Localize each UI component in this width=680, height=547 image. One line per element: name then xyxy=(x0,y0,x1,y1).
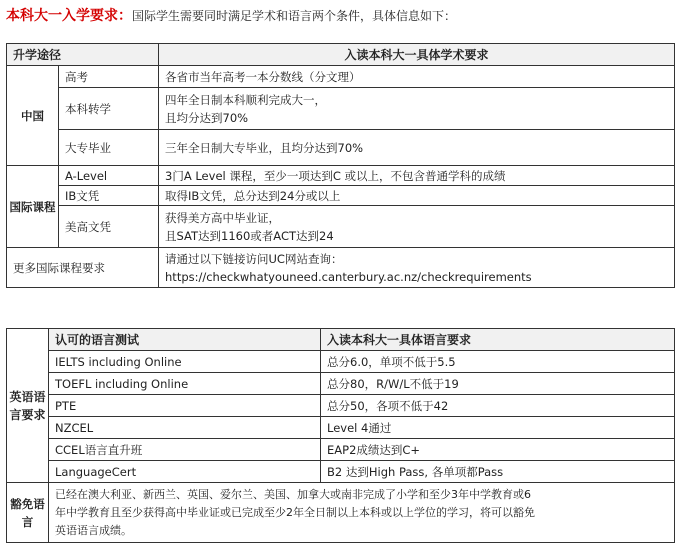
header-path: 升学途径 xyxy=(7,44,159,66)
table-row xyxy=(7,461,675,483)
req-cell xyxy=(159,206,675,248)
path-cell: IB文凭 xyxy=(59,186,159,206)
exempt-text xyxy=(49,483,675,543)
test-cell: CCEL语言直升班 xyxy=(49,439,321,461)
table-row xyxy=(7,248,675,288)
req-cell: 3门A Level 课程，至少一项达到C 或以上，不包含普通学科的成绩 xyxy=(159,166,675,186)
table-row xyxy=(7,66,675,88)
test-cell: TOEFL including Online xyxy=(49,373,321,395)
test-cell: PTE xyxy=(49,395,321,417)
exempt-label: 豁免语言 xyxy=(7,483,49,543)
table-header-row xyxy=(7,329,675,351)
exempt-line: 已经在澳大利亚、新西兰、英国、爱尔兰、美国、加拿大或南非完成了小学和至少3年中学教育或6 xyxy=(55,487,531,501)
req-cell: 三年全日制大专毕业，且均分达到70% xyxy=(159,130,675,166)
intro-text: 国际学生需要同时满足学术和语言两个条件，具体信息如下： xyxy=(132,9,457,23)
table-row xyxy=(7,439,675,461)
req-cell: 各省市当年高考一本分数线（分文理） xyxy=(159,66,675,88)
table-header-row xyxy=(7,44,675,66)
path-cell: 高考 xyxy=(59,66,159,88)
intro-line xyxy=(6,6,456,26)
req-cell: 取得IB文凭，总分达到24分或以上 xyxy=(159,186,675,206)
table-row xyxy=(7,395,675,417)
group-label-english: 英语语言要求 xyxy=(7,329,49,483)
uc-link[interactable]: https://checkwhatyouneed.canterbury.ac.nz/checkrequirements xyxy=(165,269,532,284)
group-label-international: 国际课程 xyxy=(7,166,59,248)
req-cell: 总分6.0，单项不低于5.5 xyxy=(321,351,675,373)
header-test: 认可的语言测试 xyxy=(49,329,321,351)
table-row xyxy=(7,417,675,439)
header-academic-req: 入读本科大一具体学术要求 xyxy=(159,44,675,66)
path-cell: A-Level xyxy=(59,166,159,186)
req-line: 请通过以下链接访问UC网站查询： xyxy=(165,251,343,266)
exempt-line: 年中学教育且至少获得高中毕业证或已完成至少2年全日制以上本科或以上学位的学习，将可以豁免 xyxy=(55,505,535,519)
table-row xyxy=(7,206,675,248)
req-cell: B2 达到High Pass, 各单项都Pass xyxy=(321,461,675,483)
table-row xyxy=(7,186,675,206)
req-cell: 总分50，各项不低于42 xyxy=(321,395,675,417)
req-cell xyxy=(159,248,675,288)
table-row xyxy=(7,483,675,543)
path-cell: 本科转学 xyxy=(59,88,159,130)
group-label-china: 中国 xyxy=(7,66,59,166)
req-line: 且SAT达到1160或者ACT达到24 xyxy=(165,228,334,243)
table-row xyxy=(7,88,675,130)
intro-title: 本科大一入学要求： xyxy=(6,8,132,24)
language-requirements-table xyxy=(6,328,675,543)
test-cell: IELTS including Online xyxy=(49,351,321,373)
req-line: 四年全日制本科顺利完成大一， xyxy=(165,92,327,107)
table-row xyxy=(7,351,675,373)
req-line: 获得美方高中毕业证， xyxy=(165,210,281,225)
req-cell: 总分80，R/W/L不低于19 xyxy=(321,373,675,395)
req-line: 且均分达到70% xyxy=(165,110,249,125)
exempt-line: 英语语言成绩。 xyxy=(55,523,132,537)
req-cell: Level 4通过 xyxy=(321,417,675,439)
test-cell: NZCEL xyxy=(49,417,321,439)
req-cell: EAP2成绩达到C+ xyxy=(321,439,675,461)
path-cell: 大专毕业 xyxy=(59,130,159,166)
req-cell xyxy=(159,88,675,130)
header-language-req: 入读本科大一具体语言要求 xyxy=(321,329,675,351)
more-courses-label: 更多国际课程要求 xyxy=(7,248,159,288)
table-row xyxy=(7,373,675,395)
academic-requirements-table xyxy=(6,43,675,288)
table-row xyxy=(7,166,675,186)
path-cell: 美高文凭 xyxy=(59,206,159,248)
test-cell: LanguageCert xyxy=(49,461,321,483)
table-row xyxy=(7,130,675,166)
